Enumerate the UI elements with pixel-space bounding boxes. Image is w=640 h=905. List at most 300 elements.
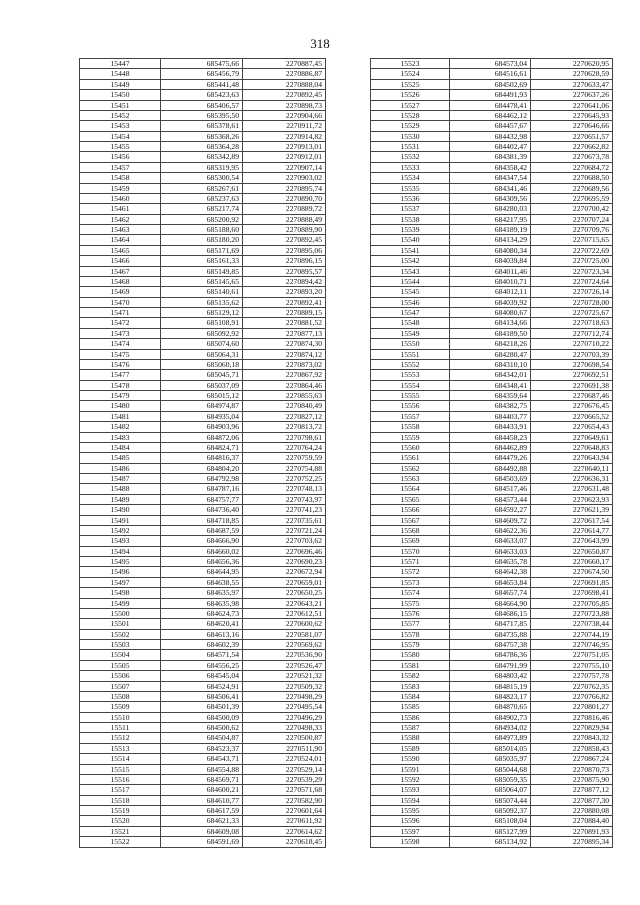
x-coordinate-cell: 684935,04 xyxy=(161,411,243,421)
table-row xyxy=(80,380,326,390)
y-coordinate-cell: 2270801,27 xyxy=(531,702,613,712)
point-number-cell: 15594 xyxy=(371,795,450,805)
x-coordinate-cell: 685145,65 xyxy=(161,276,243,286)
point-number-cell: 15508 xyxy=(80,691,161,701)
table-row xyxy=(80,660,326,670)
y-coordinate-cell: 2270691,85 xyxy=(531,577,613,587)
table-row xyxy=(80,318,326,328)
point-number-cell: 15574 xyxy=(371,588,450,598)
point-number-cell: 15478 xyxy=(80,380,161,390)
point-number-cell: 15488 xyxy=(80,484,161,494)
x-coordinate-cell: 684492,88 xyxy=(450,463,531,473)
y-coordinate-cell: 2270536,90 xyxy=(243,650,326,660)
point-number-cell: 15455 xyxy=(80,142,161,152)
y-coordinate-cell: 2270495,54 xyxy=(243,702,326,712)
x-coordinate-cell: 684280,47 xyxy=(450,349,531,359)
table-row xyxy=(80,349,326,359)
x-coordinate-cell: 684934,02 xyxy=(450,723,531,733)
y-coordinate-cell: 2270691,38 xyxy=(531,380,613,390)
table-row xyxy=(371,660,613,670)
x-coordinate-cell: 684617,59 xyxy=(161,806,243,816)
y-coordinate-cell: 2270889,15 xyxy=(243,308,326,318)
y-coordinate-cell: 2270659,01 xyxy=(243,577,326,587)
x-coordinate-cell: 685035,97 xyxy=(450,754,531,764)
table-row xyxy=(80,484,326,494)
table-row xyxy=(80,525,326,535)
table-row xyxy=(80,59,326,69)
point-number-cell: 15536 xyxy=(371,193,450,203)
y-coordinate-cell: 2270813,72 xyxy=(243,422,326,432)
point-number-cell: 15474 xyxy=(80,339,161,349)
point-number-cell: 15471 xyxy=(80,308,161,318)
x-coordinate-cell: 684718,85 xyxy=(161,515,243,525)
coordinates-table-right xyxy=(370,58,613,848)
table-row xyxy=(80,121,326,131)
y-coordinate-cell: 2270690,23 xyxy=(243,557,326,567)
y-coordinate-cell: 2270621,39 xyxy=(531,505,613,515)
x-coordinate-cell: 685134,92 xyxy=(450,837,531,847)
table-row xyxy=(80,546,326,556)
x-coordinate-cell: 684600,21 xyxy=(161,785,243,795)
y-coordinate-cell: 2270766,82 xyxy=(531,691,613,701)
point-number-cell: 15526 xyxy=(371,90,450,100)
table-row xyxy=(80,339,326,349)
table-row xyxy=(371,754,613,764)
point-number-cell: 15528 xyxy=(371,110,450,120)
x-coordinate-cell: 684134,29 xyxy=(450,235,531,245)
x-coordinate-cell: 685014,05 xyxy=(450,743,531,753)
x-coordinate-cell: 684342,01 xyxy=(450,370,531,380)
x-coordinate-cell: 685059,35 xyxy=(450,774,531,784)
x-coordinate-cell: 684815,19 xyxy=(450,681,531,691)
point-number-cell: 15502 xyxy=(80,629,161,639)
x-coordinate-cell: 684382,75 xyxy=(450,401,531,411)
point-number-cell: 15539 xyxy=(371,225,450,235)
y-coordinate-cell: 2270873,02 xyxy=(243,359,326,369)
point-number-cell: 15484 xyxy=(80,442,161,452)
table-row xyxy=(371,743,613,753)
x-coordinate-cell: 684974,87 xyxy=(161,401,243,411)
point-number-cell: 15527 xyxy=(371,100,450,110)
y-coordinate-cell: 2270665,52 xyxy=(531,411,613,421)
table-row xyxy=(80,557,326,567)
x-coordinate-cell: 684462,12 xyxy=(450,110,531,120)
x-coordinate-cell: 684010,71 xyxy=(450,276,531,286)
x-coordinate-cell: 684347,54 xyxy=(450,173,531,183)
y-coordinate-cell: 2270748,13 xyxy=(243,484,326,494)
point-number-cell: 15479 xyxy=(80,391,161,401)
y-coordinate-cell: 2270898,73 xyxy=(243,100,326,110)
point-number-cell: 15564 xyxy=(371,484,450,494)
table-row xyxy=(371,650,613,660)
x-coordinate-cell: 684573,44 xyxy=(450,494,531,504)
y-coordinate-cell: 2270710,22 xyxy=(531,339,613,349)
table-row xyxy=(371,391,613,401)
y-coordinate-cell: 2270715,65 xyxy=(531,235,613,245)
point-number-cell: 15534 xyxy=(371,173,450,183)
table-row xyxy=(371,380,613,390)
table-row xyxy=(371,733,613,743)
x-coordinate-cell: 685300,54 xyxy=(161,173,243,183)
table-row xyxy=(80,816,326,826)
table-row xyxy=(371,557,613,567)
y-coordinate-cell: 2270752,25 xyxy=(243,474,326,484)
point-number-cell: 15458 xyxy=(80,173,161,183)
point-number-cell: 15575 xyxy=(371,598,450,608)
point-number-cell: 15559 xyxy=(371,432,450,442)
table-row xyxy=(371,671,613,681)
y-coordinate-cell: 2270890,70 xyxy=(243,193,326,203)
x-coordinate-cell: 684644,95 xyxy=(161,567,243,577)
table-row xyxy=(80,245,326,255)
table-row xyxy=(371,681,613,691)
table-row xyxy=(80,785,326,795)
point-number-cell: 15579 xyxy=(371,640,450,650)
x-coordinate-cell: 684717,85 xyxy=(450,619,531,629)
page-number: 318 xyxy=(310,36,330,51)
y-coordinate-cell: 2270888,04 xyxy=(243,79,326,89)
point-number-cell: 15500 xyxy=(80,608,161,618)
point-number-cell: 15515 xyxy=(80,764,161,774)
table-row xyxy=(371,608,613,618)
y-coordinate-cell: 2270877,13 xyxy=(243,328,326,338)
x-coordinate-cell: 684502,69 xyxy=(450,79,531,89)
coordinates-table-left xyxy=(79,58,326,848)
x-coordinate-cell: 685015,12 xyxy=(161,391,243,401)
point-number-cell: 15581 xyxy=(371,660,450,670)
x-coordinate-cell: 684621,33 xyxy=(161,816,243,826)
x-coordinate-cell: 685129,12 xyxy=(161,308,243,318)
y-coordinate-cell: 2270895,74 xyxy=(243,183,326,193)
point-number-cell: 15588 xyxy=(371,733,450,743)
table-row xyxy=(371,79,613,89)
x-coordinate-cell: 685406,57 xyxy=(161,100,243,110)
y-coordinate-cell: 2270498,33 xyxy=(243,723,326,733)
table-row xyxy=(80,235,326,245)
table-row xyxy=(80,214,326,224)
x-coordinate-cell: 684660,02 xyxy=(161,546,243,556)
y-coordinate-cell: 2270672,94 xyxy=(243,567,326,577)
x-coordinate-cell: 684310,10 xyxy=(450,359,531,369)
table-row xyxy=(80,297,326,307)
x-coordinate-cell: 684620,41 xyxy=(161,619,243,629)
table-row xyxy=(80,401,326,411)
point-number-cell: 15529 xyxy=(371,121,450,131)
point-number-cell: 15568 xyxy=(371,525,450,535)
point-number-cell: 15535 xyxy=(371,183,450,193)
y-coordinate-cell: 2270843,32 xyxy=(531,733,613,743)
table-row xyxy=(80,173,326,183)
x-coordinate-cell: 685074,44 xyxy=(450,795,531,805)
x-coordinate-cell: 684432,98 xyxy=(450,131,531,141)
point-number-cell: 15460 xyxy=(80,193,161,203)
table-row xyxy=(371,629,613,639)
table-row xyxy=(80,131,326,141)
point-number-cell: 15558 xyxy=(371,422,450,432)
table-row xyxy=(371,256,613,266)
x-coordinate-cell: 685171,69 xyxy=(161,245,243,255)
y-coordinate-cell: 2270762,35 xyxy=(531,681,613,691)
table-row xyxy=(80,608,326,618)
x-coordinate-cell: 684610,77 xyxy=(161,795,243,805)
y-coordinate-cell: 2270709,76 xyxy=(531,225,613,235)
y-coordinate-cell: 2270889,90 xyxy=(243,225,326,235)
table-row xyxy=(371,173,613,183)
table-row xyxy=(80,774,326,784)
x-coordinate-cell: 684613,16 xyxy=(161,629,243,639)
y-coordinate-cell: 2270907,14 xyxy=(243,162,326,172)
point-number-cell: 15470 xyxy=(80,297,161,307)
table-row xyxy=(371,442,613,452)
y-coordinate-cell: 2270725,67 xyxy=(531,308,613,318)
y-coordinate-cell: 2270662,82 xyxy=(531,142,613,152)
table-row xyxy=(371,525,613,535)
x-coordinate-cell: 684217,95 xyxy=(450,214,531,224)
y-coordinate-cell: 2270582,90 xyxy=(243,795,326,805)
x-coordinate-cell: 685188,60 xyxy=(161,225,243,235)
y-coordinate-cell: 2270645,93 xyxy=(531,110,613,120)
table-row xyxy=(80,69,326,79)
y-coordinate-cell: 2270754,88 xyxy=(243,463,326,473)
table-row xyxy=(80,370,326,380)
point-number-cell: 15577 xyxy=(371,619,450,629)
y-coordinate-cell: 2270892,41 xyxy=(243,297,326,307)
point-number-cell: 15486 xyxy=(80,463,161,473)
y-coordinate-cell: 2270728,00 xyxy=(531,297,613,307)
y-coordinate-cell: 2270816,46 xyxy=(531,712,613,722)
y-coordinate-cell: 2270721,24 xyxy=(243,525,326,535)
point-number-cell: 15448 xyxy=(80,69,161,79)
y-coordinate-cell: 2270660,17 xyxy=(531,557,613,567)
x-coordinate-cell: 684080,67 xyxy=(450,308,531,318)
point-number-cell: 15482 xyxy=(80,422,161,432)
point-number-cell: 15505 xyxy=(80,660,161,670)
table-row xyxy=(371,432,613,442)
y-coordinate-cell: 2270496,29 xyxy=(243,712,326,722)
x-coordinate-cell: 685368,26 xyxy=(161,131,243,141)
x-coordinate-cell: 684973,89 xyxy=(450,733,531,743)
point-number-cell: 15573 xyxy=(371,577,450,587)
x-coordinate-cell: 684609,08 xyxy=(161,826,243,836)
y-coordinate-cell: 2270700,42 xyxy=(531,204,613,214)
x-coordinate-cell: 684479,26 xyxy=(450,453,531,463)
y-coordinate-cell: 2270703,62 xyxy=(243,536,326,546)
x-coordinate-cell: 685037,09 xyxy=(161,380,243,390)
point-number-cell: 15523 xyxy=(371,59,450,69)
point-number-cell: 15569 xyxy=(371,536,450,546)
x-coordinate-cell: 685060,18 xyxy=(161,359,243,369)
point-number-cell: 15561 xyxy=(371,453,450,463)
y-coordinate-cell: 2270888,49 xyxy=(243,214,326,224)
x-coordinate-cell: 685441,48 xyxy=(161,79,243,89)
y-coordinate-cell: 2270571,68 xyxy=(243,785,326,795)
y-coordinate-cell: 2270829,94 xyxy=(531,723,613,733)
table-row xyxy=(371,826,613,836)
x-coordinate-cell: 684824,71 xyxy=(161,442,243,452)
table-row xyxy=(80,577,326,587)
point-number-cell: 15546 xyxy=(371,297,450,307)
y-coordinate-cell: 2270614,77 xyxy=(531,525,613,535)
table-row xyxy=(80,411,326,421)
x-coordinate-cell: 684592,27 xyxy=(450,505,531,515)
x-coordinate-cell: 685140,61 xyxy=(161,287,243,297)
table-row xyxy=(80,422,326,432)
table-row xyxy=(80,162,326,172)
x-coordinate-cell: 684609,72 xyxy=(450,515,531,525)
x-coordinate-cell: 684816,37 xyxy=(161,453,243,463)
point-number-cell: 15481 xyxy=(80,411,161,421)
x-coordinate-cell: 684341,46 xyxy=(450,183,531,193)
point-number-cell: 15553 xyxy=(371,370,450,380)
y-coordinate-cell: 2270620,95 xyxy=(531,59,613,69)
x-coordinate-cell: 684504,87 xyxy=(161,733,243,743)
y-coordinate-cell: 2270726,14 xyxy=(531,287,613,297)
point-number-cell: 15557 xyxy=(371,411,450,421)
y-coordinate-cell: 2270867,92 xyxy=(243,370,326,380)
x-coordinate-cell: 684870,65 xyxy=(450,702,531,712)
y-coordinate-cell: 2270688,50 xyxy=(531,173,613,183)
x-coordinate-cell: 684791,99 xyxy=(450,660,531,670)
x-coordinate-cell: 685180,20 xyxy=(161,235,243,245)
point-number-cell: 15501 xyxy=(80,619,161,629)
table-row xyxy=(80,733,326,743)
table-row xyxy=(371,401,613,411)
point-number-cell: 15542 xyxy=(371,256,450,266)
table-row xyxy=(371,567,613,577)
point-number-cell: 15462 xyxy=(80,214,161,224)
x-coordinate-cell: 684500,62 xyxy=(161,723,243,733)
y-coordinate-cell: 2270696,46 xyxy=(243,546,326,556)
y-coordinate-cell: 2270718,63 xyxy=(531,318,613,328)
x-coordinate-cell: 685074,60 xyxy=(161,339,243,349)
table-row xyxy=(371,723,613,733)
y-coordinate-cell: 2270509,32 xyxy=(243,681,326,691)
x-coordinate-cell: 684633,03 xyxy=(450,546,531,556)
table-row xyxy=(80,795,326,805)
x-coordinate-cell: 684556,25 xyxy=(161,660,243,670)
x-coordinate-cell: 684804,20 xyxy=(161,463,243,473)
point-number-cell: 15493 xyxy=(80,536,161,546)
y-coordinate-cell: 2270877,30 xyxy=(531,795,613,805)
table-row xyxy=(371,359,613,369)
table-row xyxy=(371,214,613,224)
point-number-cell: 15540 xyxy=(371,235,450,245)
y-coordinate-cell: 2270867,24 xyxy=(531,754,613,764)
table-row xyxy=(80,826,326,836)
y-coordinate-cell: 2270895,34 xyxy=(531,837,613,847)
y-coordinate-cell: 2270673,78 xyxy=(531,152,613,162)
point-number-cell: 15530 xyxy=(371,131,450,141)
table-row xyxy=(80,702,326,712)
x-coordinate-cell: 684348,41 xyxy=(450,380,531,390)
y-coordinate-cell: 2270641,06 xyxy=(531,100,613,110)
table-row xyxy=(371,764,613,774)
table-row xyxy=(371,837,613,847)
point-number-cell: 15513 xyxy=(80,743,161,753)
point-number-cell: 15518 xyxy=(80,795,161,805)
x-coordinate-cell: 685149,85 xyxy=(161,266,243,276)
table-row xyxy=(371,90,613,100)
y-coordinate-cell: 2270743,97 xyxy=(243,494,326,504)
point-number-cell: 15451 xyxy=(80,100,161,110)
point-number-cell: 15554 xyxy=(371,380,450,390)
table-row xyxy=(80,442,326,452)
point-number-cell: 15487 xyxy=(80,474,161,484)
x-coordinate-cell: 684462,89 xyxy=(450,442,531,452)
y-coordinate-cell: 2270529,14 xyxy=(243,764,326,774)
point-number-cell: 15596 xyxy=(371,816,450,826)
table-row xyxy=(371,816,613,826)
x-coordinate-cell: 684080,34 xyxy=(450,245,531,255)
x-coordinate-cell: 684602,39 xyxy=(161,640,243,650)
point-number-cell: 15461 xyxy=(80,204,161,214)
y-coordinate-cell: 2270896,15 xyxy=(243,256,326,266)
y-coordinate-cell: 2270640,11 xyxy=(531,463,613,473)
table-row xyxy=(371,204,613,214)
point-number-cell: 15498 xyxy=(80,588,161,598)
y-coordinate-cell: 2270581,07 xyxy=(243,629,326,639)
x-coordinate-cell: 684524,91 xyxy=(161,681,243,691)
y-coordinate-cell: 2270874,12 xyxy=(243,349,326,359)
point-number-cell: 15522 xyxy=(80,837,161,847)
y-coordinate-cell: 2270889,72 xyxy=(243,204,326,214)
table-row xyxy=(80,276,326,286)
table-row xyxy=(80,806,326,816)
table-row xyxy=(371,266,613,276)
table-row xyxy=(371,484,613,494)
point-number-cell: 15483 xyxy=(80,432,161,442)
table-row xyxy=(80,515,326,525)
point-number-cell: 15551 xyxy=(371,349,450,359)
table-row xyxy=(80,743,326,753)
point-number-cell: 15521 xyxy=(80,826,161,836)
table-row xyxy=(80,225,326,235)
x-coordinate-cell: 684635,97 xyxy=(161,588,243,598)
x-coordinate-cell: 684011,46 xyxy=(450,266,531,276)
table-row xyxy=(371,100,613,110)
point-number-cell: 15496 xyxy=(80,567,161,577)
point-number-cell: 15544 xyxy=(371,276,450,286)
point-number-cell: 15507 xyxy=(80,681,161,691)
y-coordinate-cell: 2270725,00 xyxy=(531,256,613,266)
y-coordinate-cell: 2270914,82 xyxy=(243,131,326,141)
point-number-cell: 15459 xyxy=(80,183,161,193)
y-coordinate-cell: 2270631,48 xyxy=(531,484,613,494)
x-coordinate-cell: 684478,41 xyxy=(450,100,531,110)
table-row xyxy=(80,110,326,120)
y-coordinate-cell: 2270650,25 xyxy=(243,588,326,598)
y-coordinate-cell: 2270903,02 xyxy=(243,173,326,183)
x-coordinate-cell: 685092,37 xyxy=(450,806,531,816)
table-row xyxy=(371,546,613,556)
table-row xyxy=(371,308,613,318)
x-coordinate-cell: 684653,84 xyxy=(450,577,531,587)
point-number-cell: 15520 xyxy=(80,816,161,826)
table-row xyxy=(371,619,613,629)
y-coordinate-cell: 2270874,30 xyxy=(243,339,326,349)
point-number-cell: 15550 xyxy=(371,339,450,349)
x-coordinate-cell: 684687,59 xyxy=(161,525,243,535)
table-row xyxy=(80,712,326,722)
point-number-cell: 15456 xyxy=(80,152,161,162)
y-coordinate-cell: 2270886,87 xyxy=(243,69,326,79)
y-coordinate-cell: 2270646,66 xyxy=(531,121,613,131)
y-coordinate-cell: 2270870,73 xyxy=(531,764,613,774)
y-coordinate-cell: 2270892,45 xyxy=(243,90,326,100)
point-number-cell: 15584 xyxy=(371,691,450,701)
table-row xyxy=(80,359,326,369)
point-number-cell: 15548 xyxy=(371,318,450,328)
